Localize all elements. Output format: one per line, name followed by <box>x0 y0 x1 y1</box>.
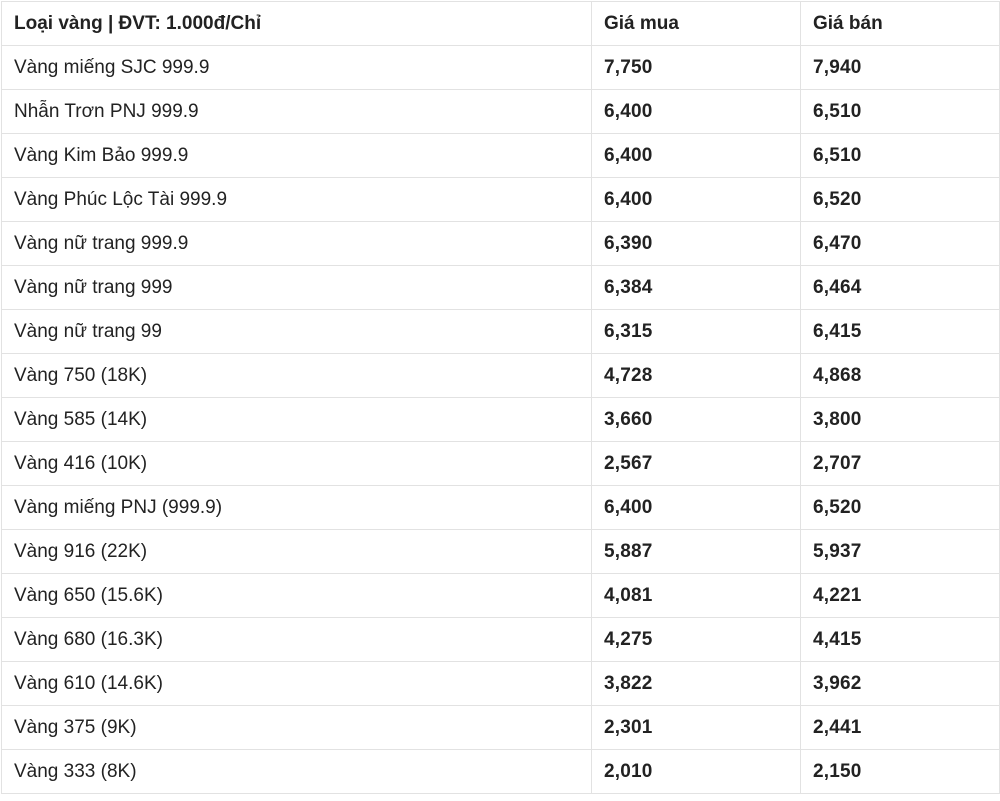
gold-type-cell: Vàng nữ trang 999 <box>2 266 592 310</box>
gold-type-cell: Vàng Kim Bảo 999.9 <box>2 134 592 178</box>
table-row <box>2 618 1000 662</box>
sell-price-cell: 6,464 <box>801 266 1000 310</box>
buy-price-cell: 6,384 <box>592 266 801 310</box>
sell-price-cell: 4,868 <box>801 354 1000 398</box>
gold-type-cell: Vàng nữ trang 999.9 <box>2 222 592 266</box>
buy-price-cell: 2,567 <box>592 442 801 486</box>
header-sell-price: Giá bán <box>801 2 1000 46</box>
table-row <box>2 398 1000 442</box>
buy-price-cell: 6,400 <box>592 134 801 178</box>
gold-type-cell: Vàng 650 (15.6K) <box>2 574 592 618</box>
sell-price-cell: 2,441 <box>801 706 1000 750</box>
buy-price-cell: 2,010 <box>592 750 801 794</box>
sell-price-cell: 6,510 <box>801 134 1000 178</box>
header-row <box>2 2 1000 46</box>
sell-price-cell: 4,221 <box>801 574 1000 618</box>
gold-type-cell: Vàng 375 (9K) <box>2 706 592 750</box>
gold-type-cell: Vàng Phúc Lộc Tài 999.9 <box>2 178 592 222</box>
buy-price-cell: 4,728 <box>592 354 801 398</box>
buy-price-cell: 6,400 <box>592 178 801 222</box>
gold-type-cell: Vàng 680 (16.3K) <box>2 618 592 662</box>
table-row <box>2 178 1000 222</box>
buy-price-cell: 7,750 <box>592 46 801 90</box>
sell-price-cell: 2,707 <box>801 442 1000 486</box>
sell-price-cell: 3,800 <box>801 398 1000 442</box>
gold-type-cell: Vàng miếng SJC 999.9 <box>2 46 592 90</box>
sell-price-cell: 5,937 <box>801 530 1000 574</box>
table-row <box>2 442 1000 486</box>
sell-price-cell: 4,415 <box>801 618 1000 662</box>
table-row <box>2 486 1000 530</box>
sell-price-cell: 6,520 <box>801 486 1000 530</box>
gold-type-cell: Vàng 750 (18K) <box>2 354 592 398</box>
table-row <box>2 750 1000 794</box>
buy-price-cell: 4,275 <box>592 618 801 662</box>
table-row <box>2 662 1000 706</box>
table-row <box>2 222 1000 266</box>
sell-price-cell: 7,940 <box>801 46 1000 90</box>
table-body <box>2 46 1000 794</box>
buy-price-cell: 6,390 <box>592 222 801 266</box>
buy-price-cell: 3,822 <box>592 662 801 706</box>
table-row <box>2 266 1000 310</box>
gold-type-cell: Vàng nữ trang 99 <box>2 310 592 354</box>
sell-price-cell: 3,962 <box>801 662 1000 706</box>
table-row <box>2 46 1000 90</box>
buy-price-cell: 4,081 <box>592 574 801 618</box>
sell-price-cell: 2,150 <box>801 750 1000 794</box>
buy-price-cell: 5,887 <box>592 530 801 574</box>
sell-price-cell: 6,415 <box>801 310 1000 354</box>
header-gold-type: Loại vàng | ĐVT: 1.000đ/Chỉ <box>2 2 592 46</box>
gold-price-table <box>1 1 1000 794</box>
buy-price-cell: 6,315 <box>592 310 801 354</box>
table-row <box>2 310 1000 354</box>
gold-type-cell: Vàng 416 (10K) <box>2 442 592 486</box>
table-header <box>2 2 1000 46</box>
gold-type-cell: Nhẫn Trơn PNJ 999.9 <box>2 90 592 134</box>
table-row <box>2 530 1000 574</box>
buy-price-cell: 6,400 <box>592 486 801 530</box>
gold-type-cell: Vàng 585 (14K) <box>2 398 592 442</box>
table-row <box>2 354 1000 398</box>
table-row <box>2 134 1000 178</box>
sell-price-cell: 6,470 <box>801 222 1000 266</box>
gold-type-cell: Vàng 610 (14.6K) <box>2 662 592 706</box>
gold-type-cell: Vàng miếng PNJ (999.9) <box>2 486 592 530</box>
sell-price-cell: 6,520 <box>801 178 1000 222</box>
sell-price-cell: 6,510 <box>801 90 1000 134</box>
table-row <box>2 574 1000 618</box>
header-buy-price: Giá mua <box>592 2 801 46</box>
table-row <box>2 706 1000 750</box>
table-row <box>2 90 1000 134</box>
buy-price-cell: 3,660 <box>592 398 801 442</box>
gold-type-cell: Vàng 916 (22K) <box>2 530 592 574</box>
buy-price-cell: 2,301 <box>592 706 801 750</box>
gold-type-cell: Vàng 333 (8K) <box>2 750 592 794</box>
buy-price-cell: 6,400 <box>592 90 801 134</box>
